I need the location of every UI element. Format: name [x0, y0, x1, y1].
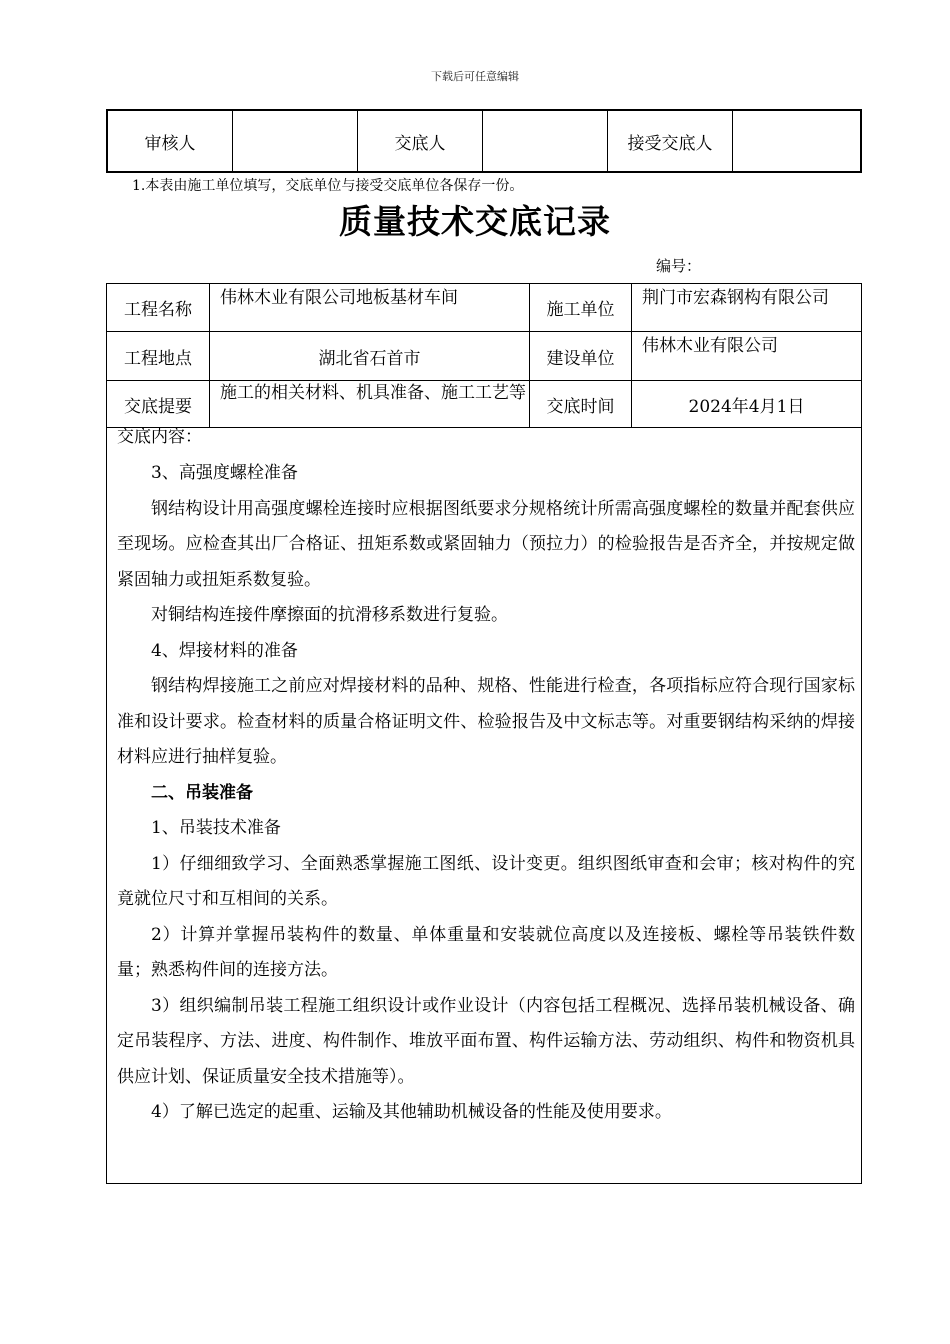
- content-paragraph: 对铜结构连接件摩擦面的抗滑移系数进行复验。: [151, 605, 508, 625]
- signature-row: [107, 110, 861, 172]
- summary-label: 交底提要: [107, 381, 210, 428]
- summary-value: 施工的相关材料、机具准备、施工工艺等: [210, 381, 530, 428]
- date-value: 2024年4月1日: [632, 381, 862, 428]
- discloser-field[interactable]: [483, 110, 608, 172]
- owner-label: 建设单位: [530, 332, 632, 381]
- content-paragraph: 钢结构设计用高强度螺栓连接时应根据图纸要求分规格统计所需高强度螺栓的数量并配套供应至现场。应检查其出厂合格证、扭矩系数或紧固轴力（预拉力）的检验报告是否齐全，并按规定做紧固轴力或扭矩系数复验。: [117, 498, 855, 590]
- info-row-project: [107, 284, 861, 332]
- page-header-note: 下载后可任意编辑: [431, 70, 519, 83]
- content-paragraph: 4）了解已选定的起重、运输及其他辅助机械设备的性能及使用要求。: [151, 1102, 672, 1122]
- content-paragraph: 3）组织编制吊装工程施工组织设计或作业设计（内容包括工程概况、选择吊装机械设备、确定吊装程序、方法、进度、构件制作、堆放平面布置、构件运输方法、劳动组织、构件和物资机具供应计划、保证质量安全技术措施等）。: [117, 995, 855, 1087]
- info-row-summary: [107, 381, 861, 428]
- info-row-location: [107, 332, 861, 381]
- document-title: 质量技术交底记录: [339, 202, 611, 241]
- content-paragraph: 钢结构焊接施工之前应对焊接材料的品种、规格、性能进行检查，各项指标应符合现行国家标准和设计要求。检查材料的质量合格证明文件、检验报告及中文标志等。对重要钢结构采纳的焊接材料应进行抽样复验。: [117, 676, 855, 767]
- content-paragraph: 1）仔细细致学习、全面熟悉掌握施工图纸、设计变更。组织图纸审查和会审；核对构件的究竟就位尺寸和互相间的关系。: [117, 853, 855, 909]
- owner-value: 伟林木业有限公司: [632, 332, 862, 381]
- content-paragraph: 二、吊装准备: [151, 782, 253, 803]
- record-form: [106, 283, 862, 1184]
- reviewer-label: 审核人: [107, 110, 233, 172]
- content-paragraph: 2）计算并掌握吊装构件的数量、单体重量和安装就位高度以及连接板、螺栓等吊装铁件数量；熟悉构件间的连接方法。: [117, 924, 855, 980]
- footnote: 1.本表由施工单位填写，交底单位与接受交底单位各保存一份。: [132, 178, 524, 194]
- content-paragraph: 3、高强度螺栓准备: [151, 463, 298, 483]
- project-name-label: 工程名称: [107, 284, 210, 332]
- location-label: 工程地点: [107, 332, 210, 381]
- location-value: 湖北省石首市: [210, 332, 530, 381]
- date-label: 交底时间: [530, 381, 632, 428]
- receiver-label: 接受交底人: [608, 110, 733, 172]
- content-paragraph: 4、焊接材料的准备: [151, 640, 298, 661]
- content-label: 交底内容：: [117, 427, 202, 447]
- content-paragraphs: [117, 456, 855, 1131]
- contractor-label: 施工单位: [530, 284, 632, 332]
- project-name-value: 伟林木业有限公司地板基材车间: [210, 284, 530, 332]
- contractor-value: 荆门市宏森钢构有限公司: [632, 284, 862, 332]
- signature-table: [106, 109, 862, 173]
- discloser-label: 交底人: [358, 110, 483, 172]
- reviewer-field[interactable]: [233, 110, 358, 172]
- serial-number-label: 编号：: [656, 257, 702, 275]
- info-table: [107, 284, 861, 428]
- content-paragraph: 1、吊装技术准备: [151, 818, 281, 838]
- receiver-field[interactable]: [733, 110, 862, 172]
